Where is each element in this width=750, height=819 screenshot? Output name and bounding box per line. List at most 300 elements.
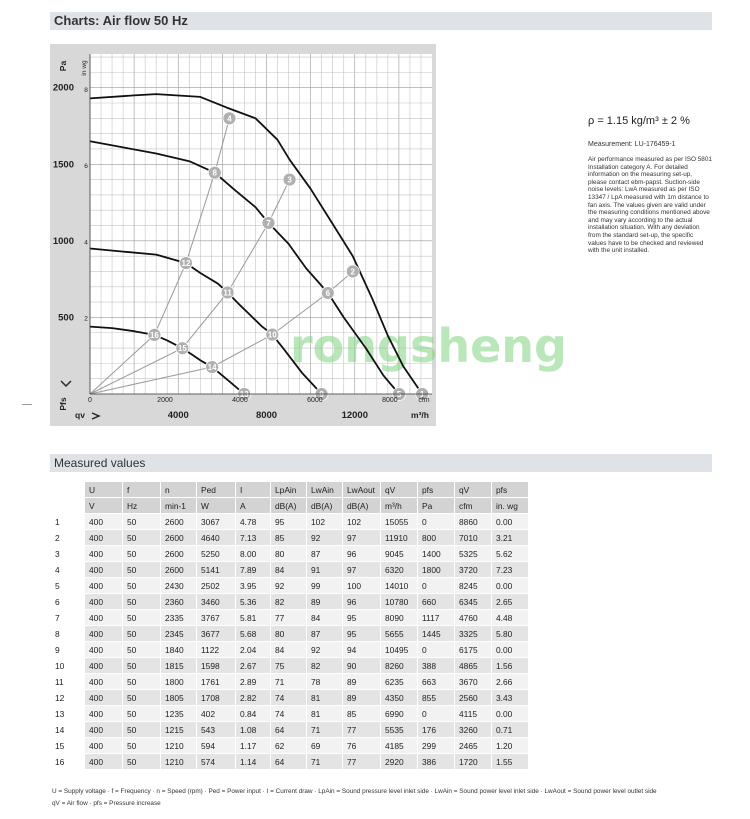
table-cell: 3460 [197, 594, 235, 609]
measured-title: Measured values [54, 456, 146, 470]
x-tick-label-m3h: 8000 [255, 410, 278, 421]
table-cell: 400 [85, 530, 122, 545]
table-cell: 96 [343, 546, 380, 561]
table-cell: 50 [123, 546, 160, 561]
table-row [51, 754, 528, 769]
table-cell: 1445 [418, 626, 454, 641]
table-cell: 8260 [381, 658, 417, 673]
table-cell: 2335 [161, 610, 196, 625]
table-cell: 400 [85, 594, 122, 609]
table-cell: 50 [123, 610, 160, 625]
table-cell: 2.04 [236, 642, 270, 657]
column-symbol-7: LwAin [307, 482, 342, 497]
y-unit-primary: Pa [58, 60, 68, 72]
table-cell: 102 [307, 514, 342, 529]
table-header-units [51, 498, 528, 513]
table-cell: 64 [271, 754, 306, 769]
table-cell: 84 [271, 562, 306, 577]
x-unit-primary: m³/h [411, 410, 429, 420]
column-symbol-3: n [161, 482, 196, 497]
table-cell: 95 [343, 610, 380, 625]
table-cell: 400 [85, 690, 122, 705]
table-cell: 400 [85, 514, 122, 529]
table-cell: 1.14 [236, 754, 270, 769]
y-tick-label-pa: 2000 [52, 82, 74, 94]
measurement-notes: Air performance measured as per ISO 5801 Installation category A. For detailed information on the measuring set-up, please contact ebm-papst. Suction-side noise levels: LwA measured as per ISO 13347 / LpA measured with 1m distance to fan axis. The values given are valid under the measuring conditions mentioned above and may vary according to the actual installation situation. With any deviation from the standard set-up, the specific values have to be checked and reviewed with the unit installed. [588, 156, 712, 255]
table-cell: 85 [343, 706, 380, 721]
table-cell: 0.71 [492, 722, 528, 737]
column-symbol-9: qV [381, 482, 417, 497]
table-cell: 1215 [161, 722, 196, 737]
table-cell: 87 [307, 546, 342, 561]
column-symbol-11: qV [455, 482, 491, 497]
table-cell: 1210 [161, 738, 196, 753]
table-cell: 2600 [161, 530, 196, 545]
table-row [51, 690, 528, 705]
table-cell: 14 [51, 722, 84, 737]
table-cell: 92 [307, 642, 342, 657]
column-unit-11: cfm [455, 498, 491, 513]
table-cell: 3.95 [236, 578, 270, 593]
table-cell: 0.84 [236, 706, 270, 721]
footnote-legend: U = Supply voltage · f = Frequency · n = Speed (rpm) · Ped = Power input · I = Current draw · LpAin = Sound pressure level inlet side · LwAin = Sound power level inlet side · LwAout = Sound power level outlet side [52, 788, 657, 795]
y-axis-arrow [61, 381, 71, 386]
table-cell: 84 [271, 642, 306, 657]
table-cell: 5.80 [492, 626, 528, 641]
table-cell: 10 [51, 658, 84, 673]
table-cell: 2600 [161, 514, 196, 529]
charts-section-header [50, 12, 712, 30]
y-tick-label-inwg: 8 [84, 86, 88, 94]
table-cell: 91 [307, 562, 342, 577]
table-cell: 1210 [161, 754, 196, 769]
table-cell: 543 [197, 722, 235, 737]
table-cell: 4865 [455, 658, 491, 673]
table-cell: 0.00 [492, 578, 528, 593]
table-cell: 1122 [197, 642, 235, 657]
y-tick-label-pa: 1000 [52, 235, 74, 247]
table-cell: 50 [123, 562, 160, 577]
table-cell: 400 [85, 610, 122, 625]
table-cell: 16 [51, 754, 84, 769]
x-axis-symbol: qv [75, 410, 85, 420]
table-cell: 388 [418, 658, 454, 673]
table-cell: 50 [123, 722, 160, 737]
table-cell: 8090 [381, 610, 417, 625]
operating-point-label: 2 [350, 267, 356, 277]
table-cell: 71 [307, 754, 342, 769]
table-cell: 3260 [455, 722, 491, 737]
column-unit-3: min-1 [161, 498, 196, 513]
table-cell: 4.48 [492, 610, 528, 625]
y-tick-label-inwg: 2 [84, 315, 88, 323]
table-cell: 100 [343, 578, 380, 593]
table-cell: 99 [307, 578, 342, 593]
table-cell: 663 [418, 674, 454, 689]
table-cell: 5.62 [492, 546, 528, 561]
table-cell: 3.43 [492, 690, 528, 705]
column-unit-8: dB(A) [343, 498, 380, 513]
table-cell: 89 [343, 690, 380, 705]
table-cell: 50 [123, 690, 160, 705]
x-tick-label-m3h: 4000 [167, 410, 189, 421]
table-cell: 3.21 [492, 530, 528, 545]
column-symbol-8: LwAout [343, 482, 380, 497]
table-cell: 92 [307, 530, 342, 545]
table-row [51, 658, 528, 673]
table-cell: 12 [51, 690, 84, 705]
table-cell: 400 [85, 642, 122, 657]
operating-point-label: 8 [212, 168, 218, 178]
table-cell: 400 [85, 578, 122, 593]
table-cell: 2.66 [492, 674, 528, 689]
operating-point-label: 15 [177, 344, 187, 354]
table-cell: 574 [197, 754, 235, 769]
table-cell: 400 [85, 754, 122, 769]
table-cell: 7.23 [492, 562, 528, 577]
table-cell: 4185 [381, 738, 417, 753]
table-row [51, 722, 528, 737]
table-cell: 50 [123, 674, 160, 689]
table-cell: 71 [307, 722, 342, 737]
column-unit-1: V [85, 498, 122, 513]
table-cell: 1815 [161, 658, 196, 673]
column-symbol-10: pfs [418, 482, 454, 497]
operating-point-label: 6 [325, 288, 331, 298]
table-cell: 78 [307, 674, 342, 689]
table-cell: 5325 [455, 546, 491, 561]
table-cell: 400 [85, 626, 122, 641]
table-cell: 6990 [381, 706, 417, 721]
table-cell: 1.56 [492, 658, 528, 673]
y-tick-label-pa: 500 [58, 312, 74, 324]
table-cell: 50 [123, 658, 160, 673]
table-cell: 4760 [455, 610, 491, 625]
table-cell: 2465 [455, 738, 491, 753]
table-cell: 74 [271, 690, 306, 705]
table-cell: 6320 [381, 562, 417, 577]
table-cell: 4 [51, 562, 84, 577]
table-cell: 94 [343, 642, 380, 657]
table-row [51, 530, 528, 545]
table-row [51, 514, 528, 529]
table-cell: 2 [51, 530, 84, 545]
table-cell: 7.89 [236, 562, 270, 577]
table-cell: 1.17 [236, 738, 270, 753]
table-cell: 2600 [161, 562, 196, 577]
charts-title: Charts: Air flow 50 Hz [54, 13, 188, 28]
table-cell: 1805 [161, 690, 196, 705]
table-cell: 3 [51, 546, 84, 561]
table-cell: 4350 [381, 690, 417, 705]
table-cell: 1720 [455, 754, 491, 769]
table-cell: 1 [51, 514, 84, 529]
table-cell: 9045 [381, 546, 417, 561]
table-row [51, 546, 528, 561]
table-cell: 386 [418, 754, 454, 769]
x-tick-label-m3h: 12000 [341, 410, 368, 421]
x-tick-label-cfm: 8000 [382, 397, 398, 404]
table-cell: 5141 [197, 562, 235, 577]
table-cell: 1117 [418, 610, 454, 625]
table-cell: 400 [85, 674, 122, 689]
column-unit-2: Hz [123, 498, 160, 513]
table-cell: 80 [271, 626, 306, 641]
table-cell: 92 [271, 578, 306, 593]
table-cell: 2.82 [236, 690, 270, 705]
table-header-symbols [51, 482, 528, 497]
table-cell: 80 [271, 546, 306, 561]
table-cell: 82 [307, 658, 342, 673]
table-cell: 14010 [381, 578, 417, 593]
column-unit-10: Pa [418, 498, 454, 513]
table-cell: 76 [343, 738, 380, 753]
column-unit-7: dB(A) [307, 498, 342, 513]
column-unit-9: m³/h [381, 498, 417, 513]
table-cell: 2.67 [236, 658, 270, 673]
table-cell: 1.08 [236, 722, 270, 737]
table-cell: 95 [343, 626, 380, 641]
table-cell: 50 [123, 514, 160, 529]
table-cell: 11 [51, 674, 84, 689]
table-cell: 0 [418, 706, 454, 721]
table-cell: 87 [307, 626, 342, 641]
table-cell: 3677 [197, 626, 235, 641]
x-tick-label-cfm: 2000 [157, 397, 173, 404]
footnote-airflow: qV = Air flow · pfs = Pressure increase [52, 800, 161, 807]
table-row [51, 594, 528, 609]
table-cell: 855 [418, 690, 454, 705]
column-unit-12: in. wg [492, 498, 528, 513]
table-cell: 4640 [197, 530, 235, 545]
column-unit-5: A [236, 498, 270, 513]
table-cell: 69 [307, 738, 342, 753]
table-cell: 9 [51, 642, 84, 657]
fan-curve-chart [50, 44, 567, 426]
table-cell: 400 [85, 562, 122, 577]
table-cell: 1598 [197, 658, 235, 673]
column-symbol-6: LpAin [271, 482, 306, 497]
table-cell: 6 [51, 594, 84, 609]
table-cell: 77 [343, 754, 380, 769]
table-cell: 50 [123, 530, 160, 545]
table-cell: 3325 [455, 626, 491, 641]
column-symbol-5: I [236, 482, 270, 497]
table-cell: 299 [418, 738, 454, 753]
table-cell: 5535 [381, 722, 417, 737]
table-cell: 50 [123, 738, 160, 753]
table-cell: 2345 [161, 626, 196, 641]
operating-point-label: 14 [207, 363, 217, 373]
table-cell: 1.20 [492, 738, 528, 753]
table-cell: 8 [51, 626, 84, 641]
table-cell: 1761 [197, 674, 235, 689]
table-cell: 7010 [455, 530, 491, 545]
measured-section-header [50, 454, 712, 472]
table-cell: 1840 [161, 642, 196, 657]
watermark-text: rongsheng [290, 319, 567, 373]
table-cell: 96 [343, 594, 380, 609]
operating-point-label: 10 [267, 330, 277, 340]
table-cell: 2.65 [492, 594, 528, 609]
table-cell: 594 [197, 738, 235, 753]
operating-point-label: 12 [181, 259, 191, 269]
table-cell: 75 [271, 658, 306, 673]
x-unit-secondary: cfm [418, 397, 430, 404]
table-cell: 402 [197, 706, 235, 721]
chart-svg [50, 44, 567, 426]
table-cell: 0.00 [492, 706, 528, 721]
table-row [51, 674, 528, 689]
column-symbol-4: Ped [197, 482, 235, 497]
table-cell: 800 [418, 530, 454, 545]
measured-values-table [50, 481, 529, 770]
table-cell: 10780 [381, 594, 417, 609]
operating-point-label: 16 [149, 330, 159, 340]
table-cell: 82 [271, 594, 306, 609]
table-cell: 0.00 [492, 514, 528, 529]
table-cell: 97 [343, 562, 380, 577]
y-unit-secondary: in wg [81, 60, 88, 76]
column-symbol-1: U [85, 482, 122, 497]
table-cell: 5.36 [236, 594, 270, 609]
y-axis-symbol: Pfs [58, 397, 68, 411]
x-tick-label-cfm: 6000 [307, 397, 323, 404]
table-cell: 84 [307, 610, 342, 625]
table-cell: 89 [343, 674, 380, 689]
table-cell: 4115 [455, 706, 491, 721]
table-cell: 8.00 [236, 546, 270, 561]
table-row [51, 610, 528, 625]
table-cell: 2920 [381, 754, 417, 769]
operating-point-label: 5 [396, 390, 402, 399]
table-cell: 2360 [161, 594, 196, 609]
x-tick-label-cfm: 4000 [232, 397, 248, 404]
column-unit-6: dB(A) [271, 498, 306, 513]
y-tick-label-pa: 1500 [52, 159, 74, 171]
operating-point-label: 11 [223, 288, 232, 298]
table-cell: 3670 [455, 674, 491, 689]
table-cell: 0.00 [492, 642, 528, 657]
measurement-id: Measurement: LU-176459-1 [588, 141, 676, 148]
table-cell: 62 [271, 738, 306, 753]
table-row [51, 642, 528, 657]
table-cell: 1400 [418, 546, 454, 561]
table-cell: 6175 [455, 642, 491, 657]
table-cell: 4.78 [236, 514, 270, 529]
table-cell: 400 [85, 738, 122, 753]
table-row [51, 578, 528, 593]
table-cell: 5655 [381, 626, 417, 641]
table-cell: 77 [271, 610, 306, 625]
table-cell: 176 [418, 722, 454, 737]
table-cell: 77 [343, 722, 380, 737]
table-cell: 6345 [455, 594, 491, 609]
table-cell: 1708 [197, 690, 235, 705]
table-body [51, 514, 528, 769]
table-cell: 5.81 [236, 610, 270, 625]
table-cell: 50 [123, 578, 160, 593]
operating-point-label: 9 [319, 390, 324, 399]
table-cell: 11910 [381, 530, 417, 545]
table-row [51, 626, 528, 641]
table-cell: 71 [271, 674, 306, 689]
column-unit-4: W [197, 498, 235, 513]
column-symbol-2: f [123, 482, 160, 497]
table-cell: 95 [271, 514, 306, 529]
column-symbol-0 [51, 482, 84, 497]
table-cell: 50 [123, 754, 160, 769]
table-cell: 15 [51, 738, 84, 753]
table-cell: 50 [123, 706, 160, 721]
table-cell: 10495 [381, 642, 417, 657]
table-cell: 3767 [197, 610, 235, 625]
table-cell: 2560 [455, 690, 491, 705]
table-cell: 2600 [161, 546, 196, 561]
table-cell: 13 [51, 706, 84, 721]
y-tick-label-inwg: 6 [84, 163, 88, 171]
table-cell: 2430 [161, 578, 196, 593]
table-cell: 400 [85, 546, 122, 561]
table-cell: 74 [271, 706, 306, 721]
table-cell: 400 [85, 706, 122, 721]
table-cell: 5 [51, 578, 84, 593]
table-cell: 6235 [381, 674, 417, 689]
table-cell: 7.13 [236, 530, 270, 545]
table-cell: 1.55 [492, 754, 528, 769]
column-symbol-12: pfs [492, 482, 528, 497]
table-cell: 97 [343, 530, 380, 545]
operating-point-label: 3 [287, 175, 292, 185]
y-tick-label-inwg: 4 [84, 239, 88, 247]
table-cell: 5.68 [236, 626, 270, 641]
table-cell: 8860 [455, 514, 491, 529]
table-cell: 85 [271, 530, 306, 545]
table-cell: 1235 [161, 706, 196, 721]
table-cell: 660 [418, 594, 454, 609]
table-cell: 0 [418, 578, 454, 593]
table-cell: 1800 [418, 562, 454, 577]
table-cell: 90 [343, 658, 380, 673]
table-cell: 2502 [197, 578, 235, 593]
table-cell: 81 [307, 706, 342, 721]
table-row [51, 562, 528, 577]
table-cell: 0 [418, 514, 454, 529]
table-cell: 50 [123, 626, 160, 641]
table-cell: 5250 [197, 546, 235, 561]
table-cell: 400 [85, 658, 122, 673]
table-cell: 1800 [161, 674, 196, 689]
operating-point-label: 13 [239, 390, 249, 399]
table-cell: 81 [307, 690, 342, 705]
table-cell: 2.89 [236, 674, 270, 689]
table-cell: 8245 [455, 578, 491, 593]
table-cell: 3720 [455, 562, 491, 577]
x-tick-label-cfm: 0 [88, 397, 92, 404]
table-row [51, 706, 528, 721]
operating-point-label: 1 [419, 390, 425, 399]
table-cell: 102 [343, 514, 380, 529]
margin-mark [22, 404, 32, 405]
x-axis-arrow [92, 413, 99, 419]
table-cell: 89 [307, 594, 342, 609]
table-cell: 0 [418, 642, 454, 657]
table-cell: 3067 [197, 514, 235, 529]
operating-point-label: 7 [266, 218, 271, 228]
table-cell: 64 [271, 722, 306, 737]
table-cell: 15055 [381, 514, 417, 529]
column-unit-0 [51, 498, 84, 513]
